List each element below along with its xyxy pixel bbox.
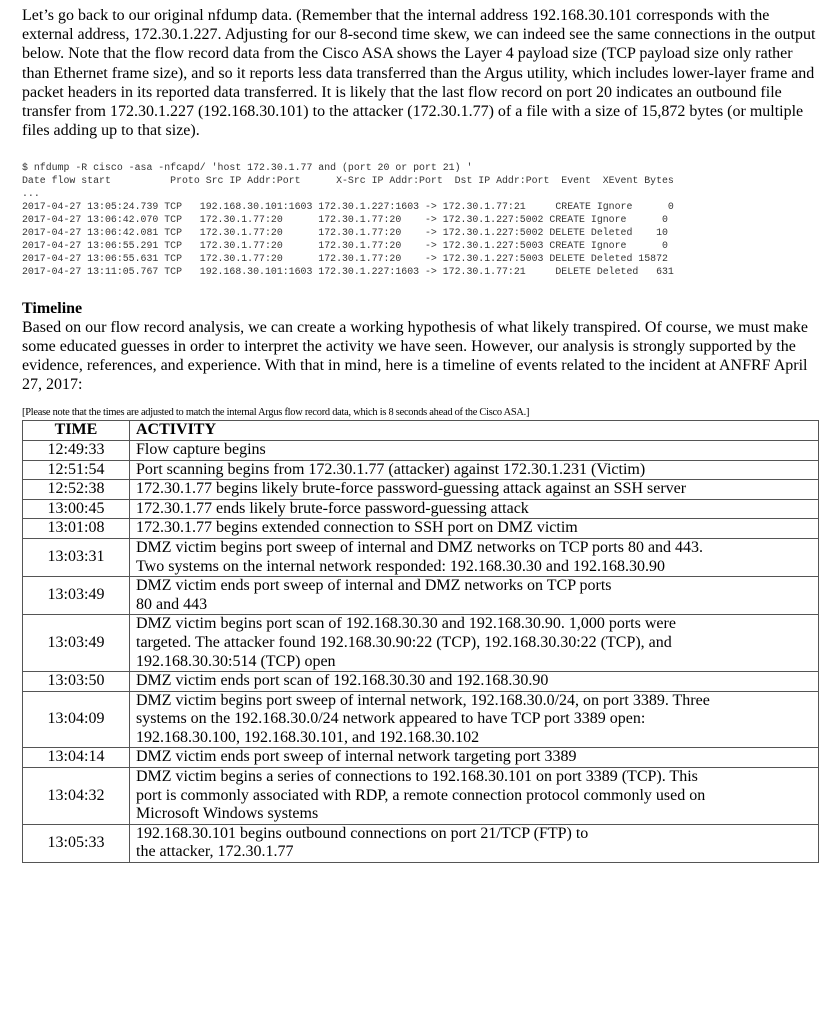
- activity-cell: Flow capture begins: [130, 440, 819, 460]
- code-header: Date flow start Proto Src IP Addr:Port X-Src IP Addr:Port Dst IP Addr:Port Event XEvent Bytes: [22, 175, 674, 187]
- table-row: [23, 824, 819, 862]
- table-row: [23, 519, 819, 539]
- table-row: [23, 577, 819, 615]
- time-cell: 13:03:49: [23, 577, 130, 615]
- activity-cell: DMZ victim begins port sweep of internal network, 192.168.30.0/24, on port 3389. Three systems on the 192.168.30.0/24 network appeared to have TCP port 3389 open: 192.168.30.100, 192.168.30.101, and 192.168.30.102: [130, 691, 819, 748]
- intro-paragraph: Let’s go back to our original nfdump data. (Remember that the internal address 192.168.30.101 corresponds with the external address, 172.30.1.227. Adjusting for our 8-second time skew, we can indeed see the same connections in the output below. Note that the flow record data from the Cisco ASA shows the Layer 4 payload size (TCP payload size only rather than Ethernet frame size), and so it reports less data transferred than the Argus utility, which includes lower-layer frame and packet headers in its reported data transferred. It is likely that the last flow record on port 20 indicates an outbound file transfer from 172.30.1.227 (192.168.30.101) to the attacker (172.30.1.77) of a file with a size of 15,872 bytes (or multiple files adding up to that size).: [22, 7, 816, 140]
- code-row: 2017-04-27 13:05:24.739 TCP 192.168.30.101:1603 172.30.1.227:1603 -> 172.30.1.77:21 CREATE Ignore 0: [22, 201, 674, 213]
- code-row: 2017-04-27 13:06:42.070 TCP 172.30.1.77:20 172.30.1.77:20 -> 172.30.1.227:5002 CREATE Ignore 0: [22, 214, 668, 226]
- code-command: $ nfdump -R cisco -asa -nfcapd/ 'host 172.30.1.77 and (port 20 or port 21) ': [22, 162, 473, 174]
- time-cell: 12:52:38: [23, 480, 130, 500]
- activity-cell: 172.30.1.77 begins extended connection to SSH port on DMZ victim: [130, 519, 819, 539]
- activity-cell: 172.30.1.77 ends likely brute-force password-guessing attack: [130, 499, 819, 519]
- activity-cell: DMZ victim begins port sweep of internal and DMZ networks on TCP ports 80 and 443. Two systems on the internal network responded: 192.168.30.30 and 192.168.30.90: [130, 538, 819, 576]
- time-cell: 13:03:49: [23, 615, 130, 672]
- code-row: 2017-04-27 13:06:55.631 TCP 172.30.1.77:20 172.30.1.77:20 -> 172.30.1.227:5003 DELETE Deleted 15872: [22, 252, 668, 264]
- table-row: [23, 672, 819, 692]
- table-row: [23, 480, 819, 500]
- table-row: [23, 691, 819, 748]
- column-header-time: TIME: [23, 421, 130, 441]
- timeline-heading: Timeline: [22, 299, 83, 317]
- code-ellipsis: ...: [22, 188, 40, 200]
- timeline-paragraph: Based on our flow record analysis, we can create a working hypothesis of what likely transpired. Of course, we must make some educated guesses in order to interpret the activity we have seen. However, our analysis is strongly supported by the evidence, references, and experience. With that in mind, here is a timeline of events related to the incident at ANFRF April 27, 2017:: [22, 318, 808, 394]
- table-row: [23, 538, 819, 576]
- code-row: 2017-04-27 13:06:42.081 TCP 172.30.1.77:20 172.30.1.77:20 -> 172.30.1.227:5002 DELETE Deleted 10: [22, 226, 668, 238]
- time-cell: 12:49:33: [23, 440, 130, 460]
- timeline-table: [22, 420, 819, 863]
- table-row: [23, 499, 819, 519]
- time-cell: 13:03:31: [23, 538, 130, 576]
- time-cell: 12:51:54: [23, 460, 130, 480]
- time-cell: 13:00:45: [23, 499, 130, 519]
- activity-cell: 192.168.30.101 begins outbound connections on port 21/TCP (FTP) to the attacker, 172.30.1.77: [130, 824, 819, 862]
- time-cell: 13:04:14: [23, 748, 130, 768]
- nfdump-output: [22, 162, 818, 278]
- table-row: [23, 440, 819, 460]
- time-cell: 13:04:09: [23, 691, 130, 748]
- activity-cell: DMZ victim ends port scan of 192.168.30.30 and 192.168.30.90: [130, 672, 819, 692]
- table-row: [23, 748, 819, 768]
- timeline-note: [Please note that the times are adjusted to match the internal Argus flow record data, which is 8 seconds ahead of the Cisco ASA.]: [22, 407, 530, 419]
- column-header-activity: ACTIVITY: [130, 421, 819, 441]
- activity-cell: Port scanning begins from 172.30.1.77 (attacker) against 172.30.1.231 (Victim): [130, 460, 819, 480]
- activity-cell: DMZ victim begins port scan of 192.168.30.30 and 192.168.30.90. 1,000 ports were targeted. The attacker found 192.168.30.90:22 (TCP), 192.168.30.30:22 (TCP), and 192.168.30.30:514 (TCP) open: [130, 615, 819, 672]
- time-cell: 13:01:08: [23, 519, 130, 539]
- table-row: [23, 615, 819, 672]
- table-row: [23, 768, 819, 825]
- activity-cell: DMZ victim begins a series of connections to 192.168.30.101 on port 3389 (TCP). This port is commonly associated with RDP, a remote connection protocol commonly used on Microsoft Windows systems: [130, 768, 819, 825]
- activity-cell: 172.30.1.77 begins likely brute-force password-guessing attack against an SSH server: [130, 480, 819, 500]
- code-row: 2017-04-27 13:06:55.291 TCP 172.30.1.77:20 172.30.1.77:20 -> 172.30.1.227:5003 CREATE Ignore 0: [22, 239, 668, 251]
- time-cell: 13:04:32: [23, 768, 130, 825]
- table-row: [23, 460, 819, 480]
- activity-cell: DMZ victim ends port sweep of internal and DMZ networks on TCP ports 80 and 443: [130, 577, 819, 615]
- table-header-row: [23, 421, 819, 441]
- code-row: 2017-04-27 13:11:05.767 TCP 192.168.30.101:1603 172.30.1.227:1603 -> 172.30.1.77:21 DELETE Deleted 631: [22, 265, 674, 277]
- activity-cell: DMZ victim ends port sweep of internal network targeting port 3389: [130, 748, 819, 768]
- document-page: [22, 6, 818, 863]
- time-cell: 13:05:33: [23, 824, 130, 862]
- time-cell: 13:03:50: [23, 672, 130, 692]
